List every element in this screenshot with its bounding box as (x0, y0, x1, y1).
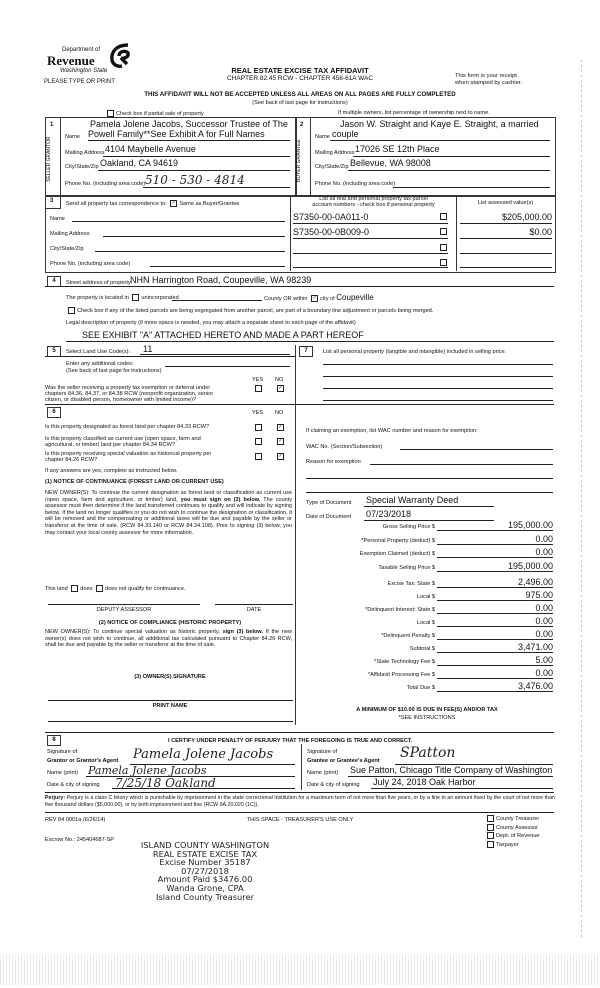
forest-land-question: Is this property designated as forest land per chapter 84.33 RCW? (45, 424, 210, 430)
same-as-buyer-row (66, 200, 239, 207)
seller-name-line1[interactable]: Pamela Jolene Jacobs, Successor Trustee of The (90, 119, 288, 129)
scan-edge (581, 60, 582, 940)
buyer-mailing-label: Mailing Address (315, 150, 355, 156)
assessed-header: List assessed value(s) (477, 200, 534, 206)
seller-city-label: City/State/Zip (65, 164, 99, 170)
wac-field[interactable] (400, 449, 553, 450)
copy-county-treasurer[interactable]: County Treasurer (485, 815, 540, 824)
financial-label: Exemption Claimed (deduct) $ (359, 551, 435, 557)
grantor-date-city[interactable]: 7/25/18 Oakland (115, 776, 216, 790)
stamp-excise-number: Excise Number 35187 (159, 857, 251, 868)
personal-property-checkbox[interactable] (438, 244, 449, 251)
seller-phone-label: Phone No. (including area code) (65, 181, 146, 187)
financial-label: *Delinquent Penalty $ (381, 633, 435, 639)
buyer-name-line2[interactable]: couple (332, 129, 359, 139)
no-header: NO (275, 377, 284, 383)
assessed-field-empty[interactable] (460, 253, 552, 254)
personal-property-checkbox[interactable] (438, 259, 449, 266)
section-8-number: 8 (47, 735, 61, 746)
financial-label: *State Technology Fee $ (374, 659, 435, 665)
deputy-assessor-signature-field[interactable] (48, 604, 200, 605)
grantee-signature[interactable]: SPatton (400, 745, 456, 761)
city-of-row (264, 294, 374, 303)
dor-swirl-logo-icon (108, 42, 132, 68)
parcel-field-empty[interactable] (293, 267, 448, 268)
exemption-question-2: chapters 84.36, 84.37, or 84.38 RCW (nonprofit organization, senior (45, 391, 214, 397)
grantee-printed-name[interactable]: Sue Patton, Chicago Title Company of Washington (350, 765, 553, 775)
financial-value[interactable]: 0.00 (437, 616, 553, 627)
section-5-number: 5 (47, 346, 61, 357)
grantee-name-label: Name (print) (307, 770, 339, 776)
assessed-field-empty[interactable] (460, 267, 552, 268)
owner-signature-field[interactable] (48, 700, 293, 701)
buyer-city-state-zip[interactable]: Bellevue, WA 98008 (350, 158, 431, 168)
personal-property-checkbox[interactable] (438, 228, 449, 235)
escrow-number: Escrow No.: 245404687-SP (45, 837, 115, 843)
within-city-checkbox[interactable]: ✓ (312, 295, 317, 302)
financial-label: Subtotal $ (409, 646, 435, 652)
same-as-buyer-label: Same as Buyer/Grantee (179, 200, 240, 207)
assessed-value[interactable]: $205,000.00 (501, 212, 552, 222)
reason-field-2[interactable] (306, 478, 553, 479)
copy-distribution-list (485, 815, 540, 849)
forest-no-checkbox[interactable]: ✓ (278, 424, 283, 430)
doc-date[interactable]: 07/23/2018 (366, 509, 412, 519)
parcel-header-1: List all real and personal property tax parcel (319, 196, 428, 202)
legal-description-label: Legal description of property (if more space is needed, you may attach a separate sheet to each page of the affidavit) (66, 320, 356, 326)
multiple-owners-note: If multiple owners, list percentage of ownership next to name. (338, 110, 490, 116)
stamp-amount-paid: Amount Paid $3476.00 (157, 874, 253, 885)
current-use-question-2: agricultural, or timber) land per chapter 84.34 RCW? (45, 442, 175, 448)
buyer-grantee-label: BUYER GRANTEE (296, 139, 302, 182)
corr-phone-label: Phone No. (including area code) (50, 261, 131, 267)
yes-header: YES (252, 377, 264, 383)
financial-label: *Personal Property (deduct) $ (361, 538, 435, 544)
financial-value[interactable]: 5.00 (437, 655, 553, 666)
section-4-number: 4 (47, 276, 61, 287)
corr-name-label: Name (50, 216, 65, 222)
buyer-city-label: City/State/Zip (315, 164, 349, 170)
exemption-question-1: Was the seller receiving a property tax exemption or deferral under (45, 385, 211, 391)
assessed-value[interactable]: $0.00 (529, 227, 552, 237)
property-street-address[interactable]: NHN Harrington Road, Coupeville, WA 98239 (130, 275, 312, 285)
financial-label: Taxable Selling Price $ (378, 565, 435, 571)
city-of-label: city of (320, 296, 335, 302)
receipt-note-2: when stamped by cashier. (455, 80, 523, 86)
land-use-code[interactable]: 11 (143, 344, 153, 354)
doc-date-label: Date of Document (306, 514, 352, 520)
buyer-name-line1[interactable]: Jason W. Straight and Kaye E. Straight, a married (340, 119, 539, 129)
instructions-note: (See back of last page for instructions) (252, 100, 348, 106)
grantor-printed-name[interactable]: Pamela Jolene Jacobs (88, 764, 207, 777)
print-name-label: PRINT NAME (152, 703, 188, 709)
copy-county-assessor[interactable]: County Assessor (485, 824, 540, 833)
reason-label: Reason for exemption (306, 459, 361, 465)
financial-label: Gross Selling Price $ (382, 524, 435, 530)
reason-field[interactable] (370, 464, 553, 465)
stamp-tax: REAL ESTATE EXCISE TAX (152, 848, 258, 859)
minimum-due-note: A MINIMUM OF $10.00 IS DUE IN FEE(S) AND/OR TAX (356, 707, 498, 713)
owner-print-name-field[interactable] (48, 721, 293, 722)
financial-value[interactable]: 195,000.00 (437, 561, 553, 572)
does-not-qualify-checkbox[interactable] (96, 585, 103, 592)
personal-property-field[interactable] (323, 388, 553, 389)
land-use-label: Select Land Use Code(s): (66, 349, 131, 355)
seller-name-label: Name (65, 134, 80, 140)
seller-grantor-label: SELLER GRANTOR (46, 136, 52, 182)
exemption-question-3: citizen, or disabled person, homeowner with limited income)? (45, 397, 197, 403)
section-3-number: 3 (50, 198, 54, 204)
assessor-date-field[interactable] (215, 604, 293, 605)
copy-taxpayer[interactable]: Taxpayer (485, 841, 540, 850)
no-header: NO (275, 410, 284, 416)
send-correspondence-label: Send all property tax correspondence to: (66, 200, 167, 207)
section-2-number: 2 (300, 122, 304, 128)
grantor-date-city-label: Date & city of signing (47, 782, 100, 788)
seller-mailing-label: Mailing Address (65, 150, 105, 156)
corr-city-label: City/State/Zip (50, 246, 84, 252)
financial-value[interactable]: 975.00 (437, 590, 553, 601)
grantee-signature-label-2: Grantee or Grantee's Agent (307, 758, 380, 764)
partial-sale-label: Check box if partial sale of property (116, 110, 204, 117)
receipt-note-1: This form is your receipt (455, 73, 517, 79)
this-land-label: This land (45, 585, 68, 592)
grantor-signature[interactable]: Pamela Jolene Jacobs (133, 747, 274, 762)
exemption-yes-checkbox[interactable] (253, 385, 264, 392)
stamp-treasurer-name: Wanda Grone, CPA (166, 882, 244, 893)
if-yes-note: If any answers are yes, complete as instructed below. (45, 468, 178, 474)
forest-yes-checkbox[interactable] (253, 424, 264, 431)
grantee-date-city[interactable]: July 24, 2018 Oak Harbor (373, 777, 476, 787)
historic-question-1: Is this property receiving special valuation as historical property per (45, 451, 212, 457)
parcel-number[interactable]: S7350-00-0B009-0 (293, 227, 370, 237)
exemption-no-checkbox[interactable]: ✓ (278, 385, 283, 391)
section-6-number: 6 (47, 407, 61, 418)
financial-label: Local $ (416, 620, 435, 626)
column-divider (295, 345, 296, 725)
seller-city-state-zip[interactable]: Oakland, CA 94619 (100, 158, 179, 168)
treasurer-payment-stamp (120, 841, 290, 901)
corr-mailing-label: Mailing Address (50, 231, 90, 237)
county-or-label: County OR within (264, 296, 308, 302)
stamp-county: ISLAND COUNTY WASHINGTON (140, 840, 270, 850)
logo-revenue: Revenue (47, 53, 95, 68)
property-city[interactable]: Coupeville (336, 293, 374, 302)
county-field[interactable] (172, 300, 262, 301)
segregated-label: Check box if any of the listed parcels are being segregated from another parcel, are part of a boundary line adjustment or parcels being merged. (77, 307, 434, 314)
parcel-header-2: account numbers - check box if personal property (312, 202, 435, 208)
financial-value[interactable]: 0.00 (437, 668, 553, 679)
treasurer-use-label: THIS SPACE - TREASURER'S USE ONLY (246, 817, 354, 823)
current-use-yes-checkbox[interactable] (253, 438, 264, 445)
continuance-row (45, 585, 186, 592)
seller-name-line2[interactable]: Powell Family**See Exhibit A for Full Names (88, 129, 265, 139)
does-qualify-checkbox[interactable] (71, 585, 78, 592)
copy-dept-revenue[interactable]: Dept. of Revenue (485, 832, 540, 841)
buyer-phone-field[interactable] (393, 187, 550, 188)
seller-mailing-address[interactable]: 4104 Maybelle Avenue (105, 144, 196, 154)
financial-value[interactable]: 195,000.00 (437, 520, 553, 531)
buyer-mailing-address[interactable]: 17026 SE 12th Place (355, 144, 440, 154)
deputy-assessor-label: DEPUTY ASSESSOR (96, 607, 152, 613)
location-row (66, 294, 179, 301)
land-use-instructions: (See back of last page for instructions) (66, 368, 162, 374)
certify-statement: I CERTIFY UNDER PENALTY OF PERJURY THAT THE FOREGOING IS TRUE AND CORRECT. (168, 738, 413, 744)
grantee-signature-label-1: Signature of (307, 749, 338, 755)
claiming-exemption-label: If claiming an exemption, list WAC number and reason for exemption: (306, 428, 478, 434)
section-1-number: 1 (50, 122, 54, 128)
yes-header: YES (252, 410, 264, 416)
doc-type[interactable]: Special Warranty Deed (366, 495, 459, 505)
current-use-question-1: Is this property classified as current use (open space, farm and (45, 436, 201, 442)
corr-city-field[interactable] (95, 251, 285, 252)
additional-codes-label: Enter any additional codes: (66, 361, 134, 367)
notice-compliance-text: NEW OWNER(S): To continue special valuation as historic property, sign (3) below. If the new owner(s) does not wish to continue, all additional tax calculated pursuant to Chapter 84.26 RCW, shall be due and payable by the seller or transferor at the time of sale. (45, 629, 292, 649)
see-instructions-note: *SEE INSTRUCTIONS (398, 715, 456, 721)
reason-field-3[interactable] (306, 492, 553, 493)
scan-artifact (0, 955, 600, 985)
form-chapter: CHAPTER 82.45 RCW - CHAPTER 458-61A WAC (226, 75, 374, 82)
please-type-note: PLEASE TYPE OR PRINT (44, 79, 115, 85)
historic-no-checkbox[interactable]: ✓ (278, 453, 283, 459)
doc-type-label: Type of Document (306, 500, 352, 506)
located-in-label: The property is located in (66, 294, 129, 301)
completion-warning: THIS AFFIDAVIT WILL NOT BE ACCEPTED UNLESS ALL AREAS ON ALL PAGES ARE FULLY COMPLETED (144, 91, 456, 98)
financial-value[interactable]: 2,496.00 (437, 577, 553, 588)
parcel-number[interactable]: S7350-00-0A011-0 (293, 212, 369, 222)
personal-property-field[interactable] (323, 400, 553, 401)
financial-value[interactable]: 0.00 (437, 603, 553, 614)
form-revision: REV 84 0001a (6/26/14) (45, 817, 106, 823)
corr-mailing-field[interactable] (103, 236, 285, 237)
stamp-date: 07/27/2018 (181, 865, 229, 876)
section-7-number: 7 (299, 346, 313, 357)
financial-value[interactable]: 3,471.00 (437, 642, 553, 653)
grantor-name-label: Name (print) (47, 770, 79, 776)
financial-label: Local $ (416, 594, 435, 600)
buyer-name-label: Name (315, 134, 330, 140)
parcel-field-empty[interactable] (293, 253, 448, 254)
perjury-notice: Perjury: Perjury is a class C felony which is punishable by imprisonment in the state correctional institution for a maximum term of not more than five years, or by a fine in an amount fixed by the court of not more than five thousand dollars ($5,000.00), or by both imprisonment and fine (RCW 9A.20.020 (1C)). (45, 795, 555, 808)
grantee-date-city-label: Date & city of signing (307, 782, 360, 788)
historic-yes-checkbox[interactable] (253, 453, 264, 460)
financial-value[interactable]: 0.00 (437, 534, 553, 545)
unincorporated-checkbox[interactable] (132, 294, 139, 301)
does-label: does (80, 585, 93, 592)
financial-label: Excise Tax: State $ (387, 581, 435, 587)
owner-signature-heading: (3) OWNER(S) SIGNATURE (134, 674, 206, 680)
segregated-checkbox[interactable] (68, 307, 75, 314)
personal-property-field[interactable] (323, 364, 553, 365)
street-address-label: Street address of property: (66, 280, 133, 286)
personal-property-checkbox[interactable] (438, 213, 449, 220)
financial-label: Total Due $ (406, 685, 435, 691)
personal-property-field[interactable] (323, 376, 553, 377)
historic-question-2: chapter 84.26 RCW? (45, 457, 98, 463)
legal-description[interactable]: SEE EXHIBIT "A" ATTACHED HERETO AND MADE A PART HEREOF (82, 330, 364, 340)
segregated-row (66, 307, 433, 314)
financial-value[interactable]: 3,476.00 (437, 681, 553, 692)
wac-label: WAC No. (Section/Subsection) (306, 444, 383, 450)
sec8-divider (301, 744, 302, 790)
personal-property-label: List all personal property (tangible and intangible) included in selling price. (323, 349, 507, 355)
financial-value[interactable]: 0.00 (437, 629, 553, 640)
current-use-no-checkbox[interactable]: ✓ (278, 438, 283, 444)
financial-label: *Affidavit Processing Fee $ (367, 672, 435, 678)
logo-dept-of: Department of (62, 47, 101, 53)
same-as-buyer-checkbox[interactable]: ✓ (171, 200, 176, 206)
does-not-label: does not qualify for continuance. (104, 585, 186, 592)
financial-label: *Delinquent Interest: State $ (365, 607, 435, 613)
unincorporated-label: unincorporated (141, 294, 179, 301)
notice-compliance-heading: (2) NOTICE OF COMPLIANCE (HISTORIC PROPERTY) (98, 620, 242, 626)
notice-continuance-heading: (1) NOTICE OF CONTINUANCE (FOREST LAND OR CURRENT USE) (45, 479, 224, 485)
stamp-treasurer-title: Island County Treasurer (155, 891, 255, 902)
seller-phone[interactable]: 510 - 530 - 4814 (145, 173, 245, 187)
date-label: DATE (246, 607, 262, 613)
corr-phone-field[interactable] (150, 266, 285, 267)
grantor-signature-label-2: Grantor or Grantor's Agent (47, 758, 119, 764)
grantor-signature-label-1: Signature of (47, 749, 78, 755)
financial-value[interactable]: 0.00 (437, 547, 553, 558)
logo-wa-state: Washington State (60, 68, 108, 74)
corr-name-field[interactable] (72, 221, 285, 222)
notice-continuance-text: NEW OWNER(S): To continue the current designation as forest land or classification as current use (open space, farm and agriculture, or timber) land, you must sign on (3) below. The county assessor must then determine if the land transferred continues to qualify and will indicate by signing below. If the land no longer qualifies or you do not wish to continue the designation or classification, it will be removed and the compensating or additional taxes will be due and payable by the seller or transferor at the time of sale. (RCW 84.33.140 or RCW 84.34.108). Prior to signing (3) below, you may contact your local county assessor for more information. (45, 490, 293, 536)
buyer-phone-label: Phone No. (including area code) (315, 181, 396, 187)
additional-codes-field[interactable] (165, 366, 290, 367)
form-title: REAL ESTATE EXCISE TAX AFFIDAVIT (231, 66, 369, 75)
